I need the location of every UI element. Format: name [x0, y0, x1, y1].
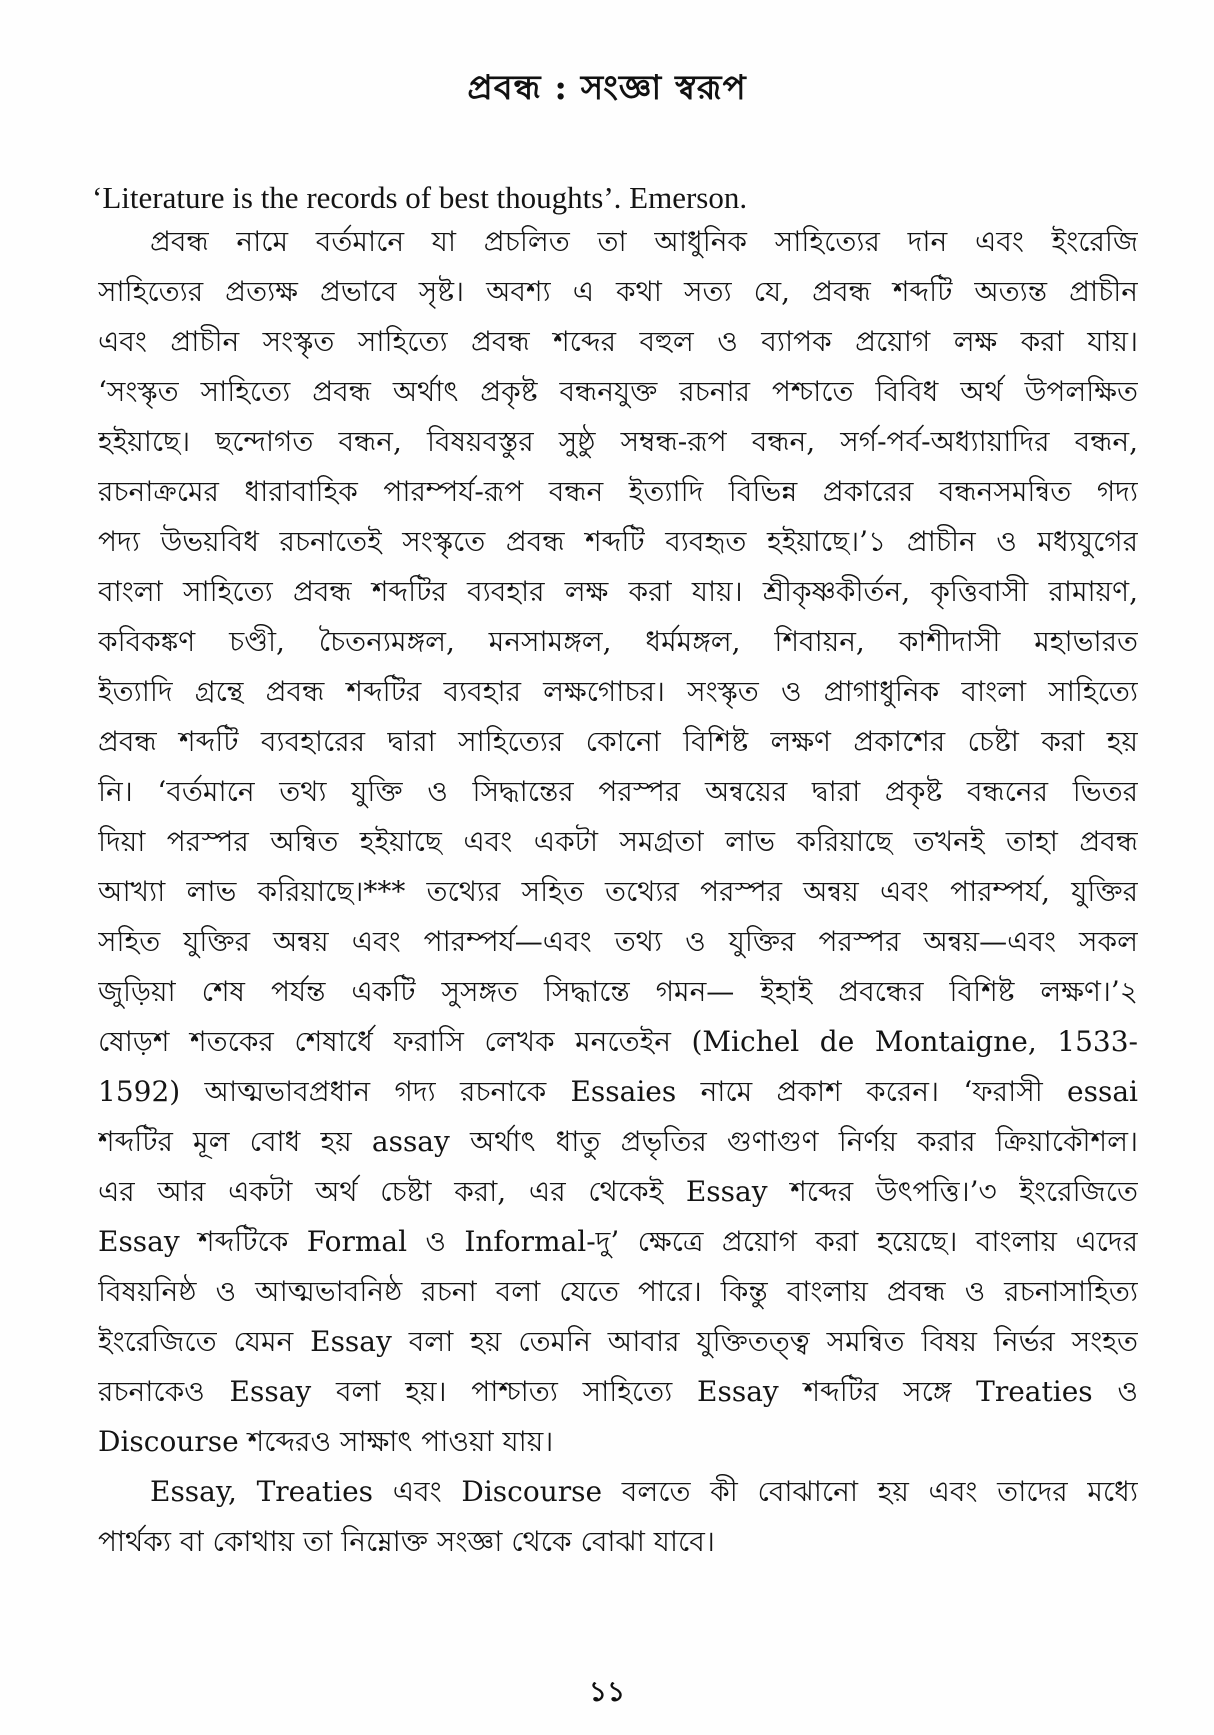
paragraph-1-line-8: বাংলা সাহিত্যে প্রবন্ধ শব্দটির ব্যবহার লক্ষ করা যায়। শ্রীকৃষ্ণকীর্তন, কৃত্তিবাসী রামায়ণ,	[98, 575, 1138, 608]
paragraph-2-line-1: Essay, Treaties এবং Discourse বলতে কী বোঝানো হয় এবং তাদের মধ্যে	[150, 1475, 1138, 1508]
paragraph-1-line-21: Essay শব্দটিকে Formal ও Informal-দু’ ক্ষেত্রে প্রয়োগ করা হয়েছে। বাংলায় এদের	[98, 1225, 1138, 1258]
paragraph-1-line-4: ‘সংস্কৃত সাহিত্যে প্রবন্ধ অর্থাৎ প্রকৃষ্ট বন্ধনযুক্ত রচনার পশ্চাতে বিবিধ অর্থ উপলক্ষিত	[98, 375, 1138, 408]
paragraph-1-line-18: 1592) আত্মভাবপ্রধান গদ্য রচনাকে Essaies নামে প্রকাশ করেন। ‘ফরাসী essai	[98, 1075, 1138, 1108]
paragraph-1-line-16: জুড়িয়া শেষ পর্যন্ত একটি সুসঙ্গত সিদ্ধান্তে গমন— ইহাই প্রবন্ধের বিশিষ্ট লক্ষণ।’২	[98, 975, 1138, 1008]
paragraph-1-line-13: দিয়া পরস্পর অন্বিত হইয়াছে এবং একটা সমগ্রতা লাভ করিয়াছে তখনই তাহা প্রবন্ধ	[98, 825, 1138, 858]
paragraph-1-line-3: এবং প্রাচীন সংস্কৃত সাহিত্যে প্রবন্ধ শব্দের বহুল ও ব্যাপক প্রয়োগ লক্ষ করা যায়।	[98, 325, 1138, 358]
paragraph-1-line-1: প্রবন্ধ নামে বর্তমানে যা প্রচলিত তা আধুনিক সাহিত্যের দান এবং ইংরেজি	[150, 225, 1138, 258]
paragraph-1-line-9: কবিকঙ্কণ চণ্ডী, চৈতন্যমঙ্গল, মনসামঙ্গল, ধর্মমঙ্গল, শিবায়ন, কাশীদাসী মহাভারত	[98, 625, 1138, 658]
paragraph-1-line-7: পদ্য উভয়বিধ রচনাতেই সংস্কৃতে প্রবন্ধ শব্দটি ব্যবহৃত হইয়াছে।’১ প্রাচীন ও মধ্যযুগের	[98, 525, 1138, 558]
paragraph-1-line-25: Discourse শব্দেরও সাক্ষাৎ পাওয়া যায়।	[98, 1425, 554, 1458]
paragraph-1-line-17: ষোড়শ শতকের শেষার্ধে ফরাসি লেখক মনতেইন (Michel de Montaigne, 1533-	[98, 1025, 1138, 1058]
paragraph-1-line-5: হইয়াছে। ছন্দোগত বন্ধন, বিষয়বস্তুর সুষ্ঠু সম্বন্ধ-রূপ বন্ধন, সর্গ-পর্ব-অধ্যায়াদির বন্ধন,	[98, 425, 1138, 458]
paragraph-1-line-2: সাহিত্যের প্রত্যক্ষ প্রভাবে সৃষ্ট। অবশ্য এ কথা সত্য যে, প্রবন্ধ শব্দটি অত্যন্ত প্রাচীন	[98, 275, 1138, 308]
chapter-title: প্রবন্ধ : সংজ্ঞা স্বরূপ	[467, 68, 747, 108]
paragraph-1-line-6: রচনাক্রমের ধারাবাহিক পারম্পর্য-রূপ বন্ধন ইত্যাদি বিভিন্ন প্রকারের বন্ধনসমন্বিত গদ্য	[98, 475, 1138, 508]
paragraph-1-line-19: শব্দটির মূল বোধ হয় assay অর্থাৎ ধাতু প্রভৃতির গুণাগুণ নির্ণয় করার ক্রিয়াকৌশল।	[98, 1125, 1138, 1158]
paragraph-1-line-23: ইংরেজিতে যেমন Essay বলা হয় তেমনি আবার যুক্তিতত্ত্ব সমন্বিত বিষয় নির্ভর সংহত	[98, 1325, 1138, 1358]
paragraph-1-line-15: সহিত যুক্তির অন্বয় এবং পারম্পর্য—এবং তথ্য ও যুক্তির পরস্পর অন্বয়—এবং সকল	[98, 925, 1138, 958]
paragraph-2-line-2: পার্থক্য বা কোথায় তা নিম্নোক্ত সংজ্ঞা থেকে বোঝা যাবে।	[98, 1525, 715, 1558]
paragraph-1-line-24: রচনাকেও Essay বলা হয়। পাশ্চাত্য সাহিত্যে Essay শব্দটির সঙ্গে Treaties ও	[98, 1375, 1138, 1408]
paragraph-1-line-22: বিষয়নিষ্ঠ ও আত্মভাবনিষ্ঠ রচনা বলা যেতে পারে। কিন্তু বাংলায় প্রবন্ধ ও রচনাসাহিত্য	[98, 1275, 1138, 1308]
page-number: ১১	[588, 1675, 626, 1708]
paragraph-1-line-14: আখ্যা লাভ করিয়াছে।*** তথ্যের সহিত তথ্যের পরস্পর অন্বয় এবং পারম্পর্য, যুক্তির	[98, 875, 1138, 908]
paragraph-1-line-10: ইত্যাদি গ্রন্থে প্রবন্ধ শব্দটির ব্যবহার লক্ষগোচর। সংস্কৃত ও প্রাগাধুনিক বাংলা সাহিত্যে	[98, 675, 1138, 708]
epigraph-quote: ‘Literature is the records of best thoughts’. Emerson.	[92, 180, 748, 215]
paragraph-1-line-20: এর আর একটা অর্থ চেষ্টা করা, এর থেকেই Essay শব্দের উৎপত্তি।’৩ ইংরেজিতে	[98, 1175, 1138, 1208]
paragraph-1-line-12: নি। ‘বর্তমানে তথ্য যুক্তি ও সিদ্ধান্তের পরস্পর অন্বয়ের দ্বারা প্রকৃষ্ট বন্ধনের ভিতর	[98, 775, 1138, 808]
paragraph-1-line-11: প্রবন্ধ শব্দটি ব্যবহারের দ্বারা সাহিত্যের কোনো বিশিষ্ট লক্ষণ প্রকাশের চেষ্টা করা হয়	[98, 725, 1138, 758]
